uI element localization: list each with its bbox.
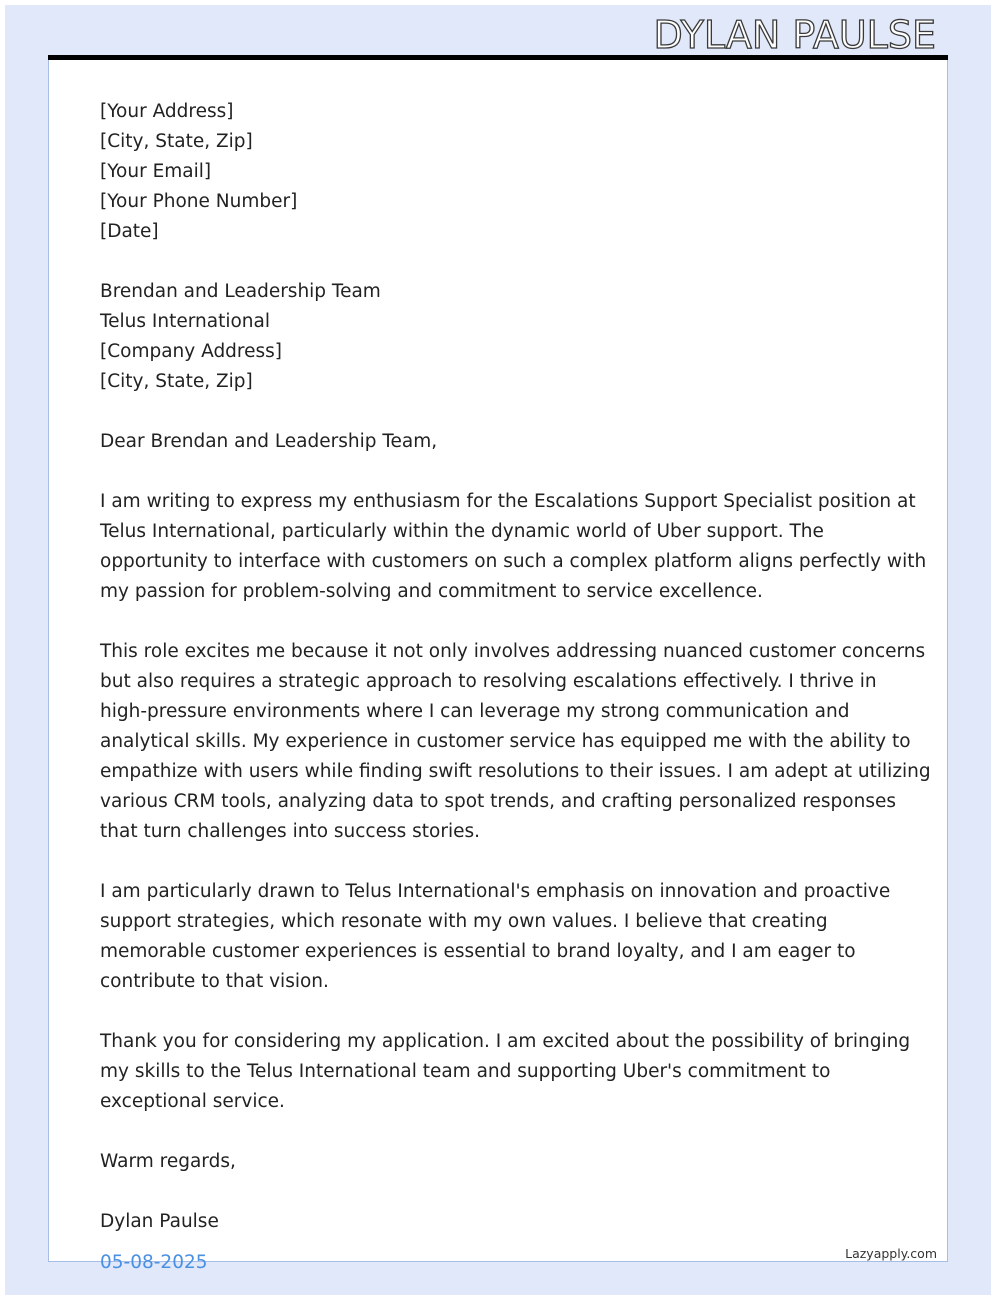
paragraph-line: high-pressure environments where I can leverage my strong communication and bbox=[100, 701, 850, 722]
paragraph-line: contribute to that vision. bbox=[100, 971, 329, 992]
brand-watermark: Lazyapply.com bbox=[845, 1246, 937, 1261]
sender-address: [Your Address] bbox=[100, 101, 234, 122]
paragraph-line: exceptional service. bbox=[100, 1091, 285, 1112]
recipient-company: Telus International bbox=[100, 311, 270, 332]
paragraph-role bbox=[100, 637, 931, 847]
applicant-name-header: DYLAN PAULSE bbox=[653, 13, 936, 57]
sender-email: [Your Email] bbox=[100, 161, 212, 182]
paragraph-intro bbox=[100, 487, 927, 607]
paragraph-line: various CRM tools, analyzing data to spot trends, and crafting personalized responses bbox=[100, 791, 897, 812]
signature: Dylan Paulse bbox=[100, 1211, 219, 1232]
paragraph-line: but also requires a strategic approach to resolving escalations effectively. I thrive in bbox=[100, 671, 877, 692]
recipient-address: [Company Address] bbox=[100, 341, 283, 362]
paragraph-line: empathize with users while finding swift resolutions to their issues. I am adept at utilizing bbox=[100, 761, 931, 782]
paragraph-line: that turn challenges into success stories. bbox=[100, 821, 480, 842]
paragraph-line: analytical skills. My experience in customer service has equipped me with the ability to bbox=[100, 731, 911, 752]
salutation: Dear Brendan and Leadership Team, bbox=[100, 431, 438, 452]
paragraph-line: Telus International, particularly within the dynamic world of Uber support. The bbox=[100, 521, 824, 542]
paragraph-line: This role excites me because it not only involves addressing nuanced customer concerns bbox=[100, 641, 926, 662]
closing: Warm regards, bbox=[100, 1151, 236, 1172]
sender-block bbox=[100, 97, 900, 247]
paragraph-line: opportunity to interface with customers on such a complex platform aligns perfectly with bbox=[100, 551, 927, 572]
sender-phone: [Your Phone Number] bbox=[100, 191, 298, 212]
recipient-block bbox=[100, 277, 900, 397]
paragraph-thanks bbox=[100, 1027, 911, 1117]
paragraph-line: memorable customer experiences is essential to brand loyalty, and I am eager to bbox=[100, 941, 856, 962]
sender-date: [Date] bbox=[100, 221, 159, 242]
sender-city-state-zip: [City, State, Zip] bbox=[100, 131, 253, 152]
paragraph-line: I am particularly drawn to Telus International's emphasis on innovation and proactive bbox=[100, 881, 891, 902]
paragraph-line: I am writing to express my enthusiasm for the Escalations Support Specialist position at bbox=[100, 491, 916, 512]
paragraph-line: Thank you for considering my application. I am excited about the possibility of bringing bbox=[100, 1031, 911, 1052]
paragraph-line: my skills to the Telus International team and supporting Uber's commitment to bbox=[100, 1061, 831, 1082]
paragraph-line: support strategies, which resonate with my own values. I believe that creating bbox=[100, 911, 828, 932]
paragraph-values bbox=[100, 877, 900, 997]
cover-letter-body bbox=[100, 97, 931, 1237]
recipient-name: Brendan and Leadership Team bbox=[100, 281, 381, 302]
recipient-city-state-zip: [City, State, Zip] bbox=[100, 371, 253, 392]
footer-date: 05-08-2025 bbox=[100, 1252, 208, 1273]
paragraph-line: my passion for problem-solving and commitment to service excellence. bbox=[100, 581, 763, 602]
